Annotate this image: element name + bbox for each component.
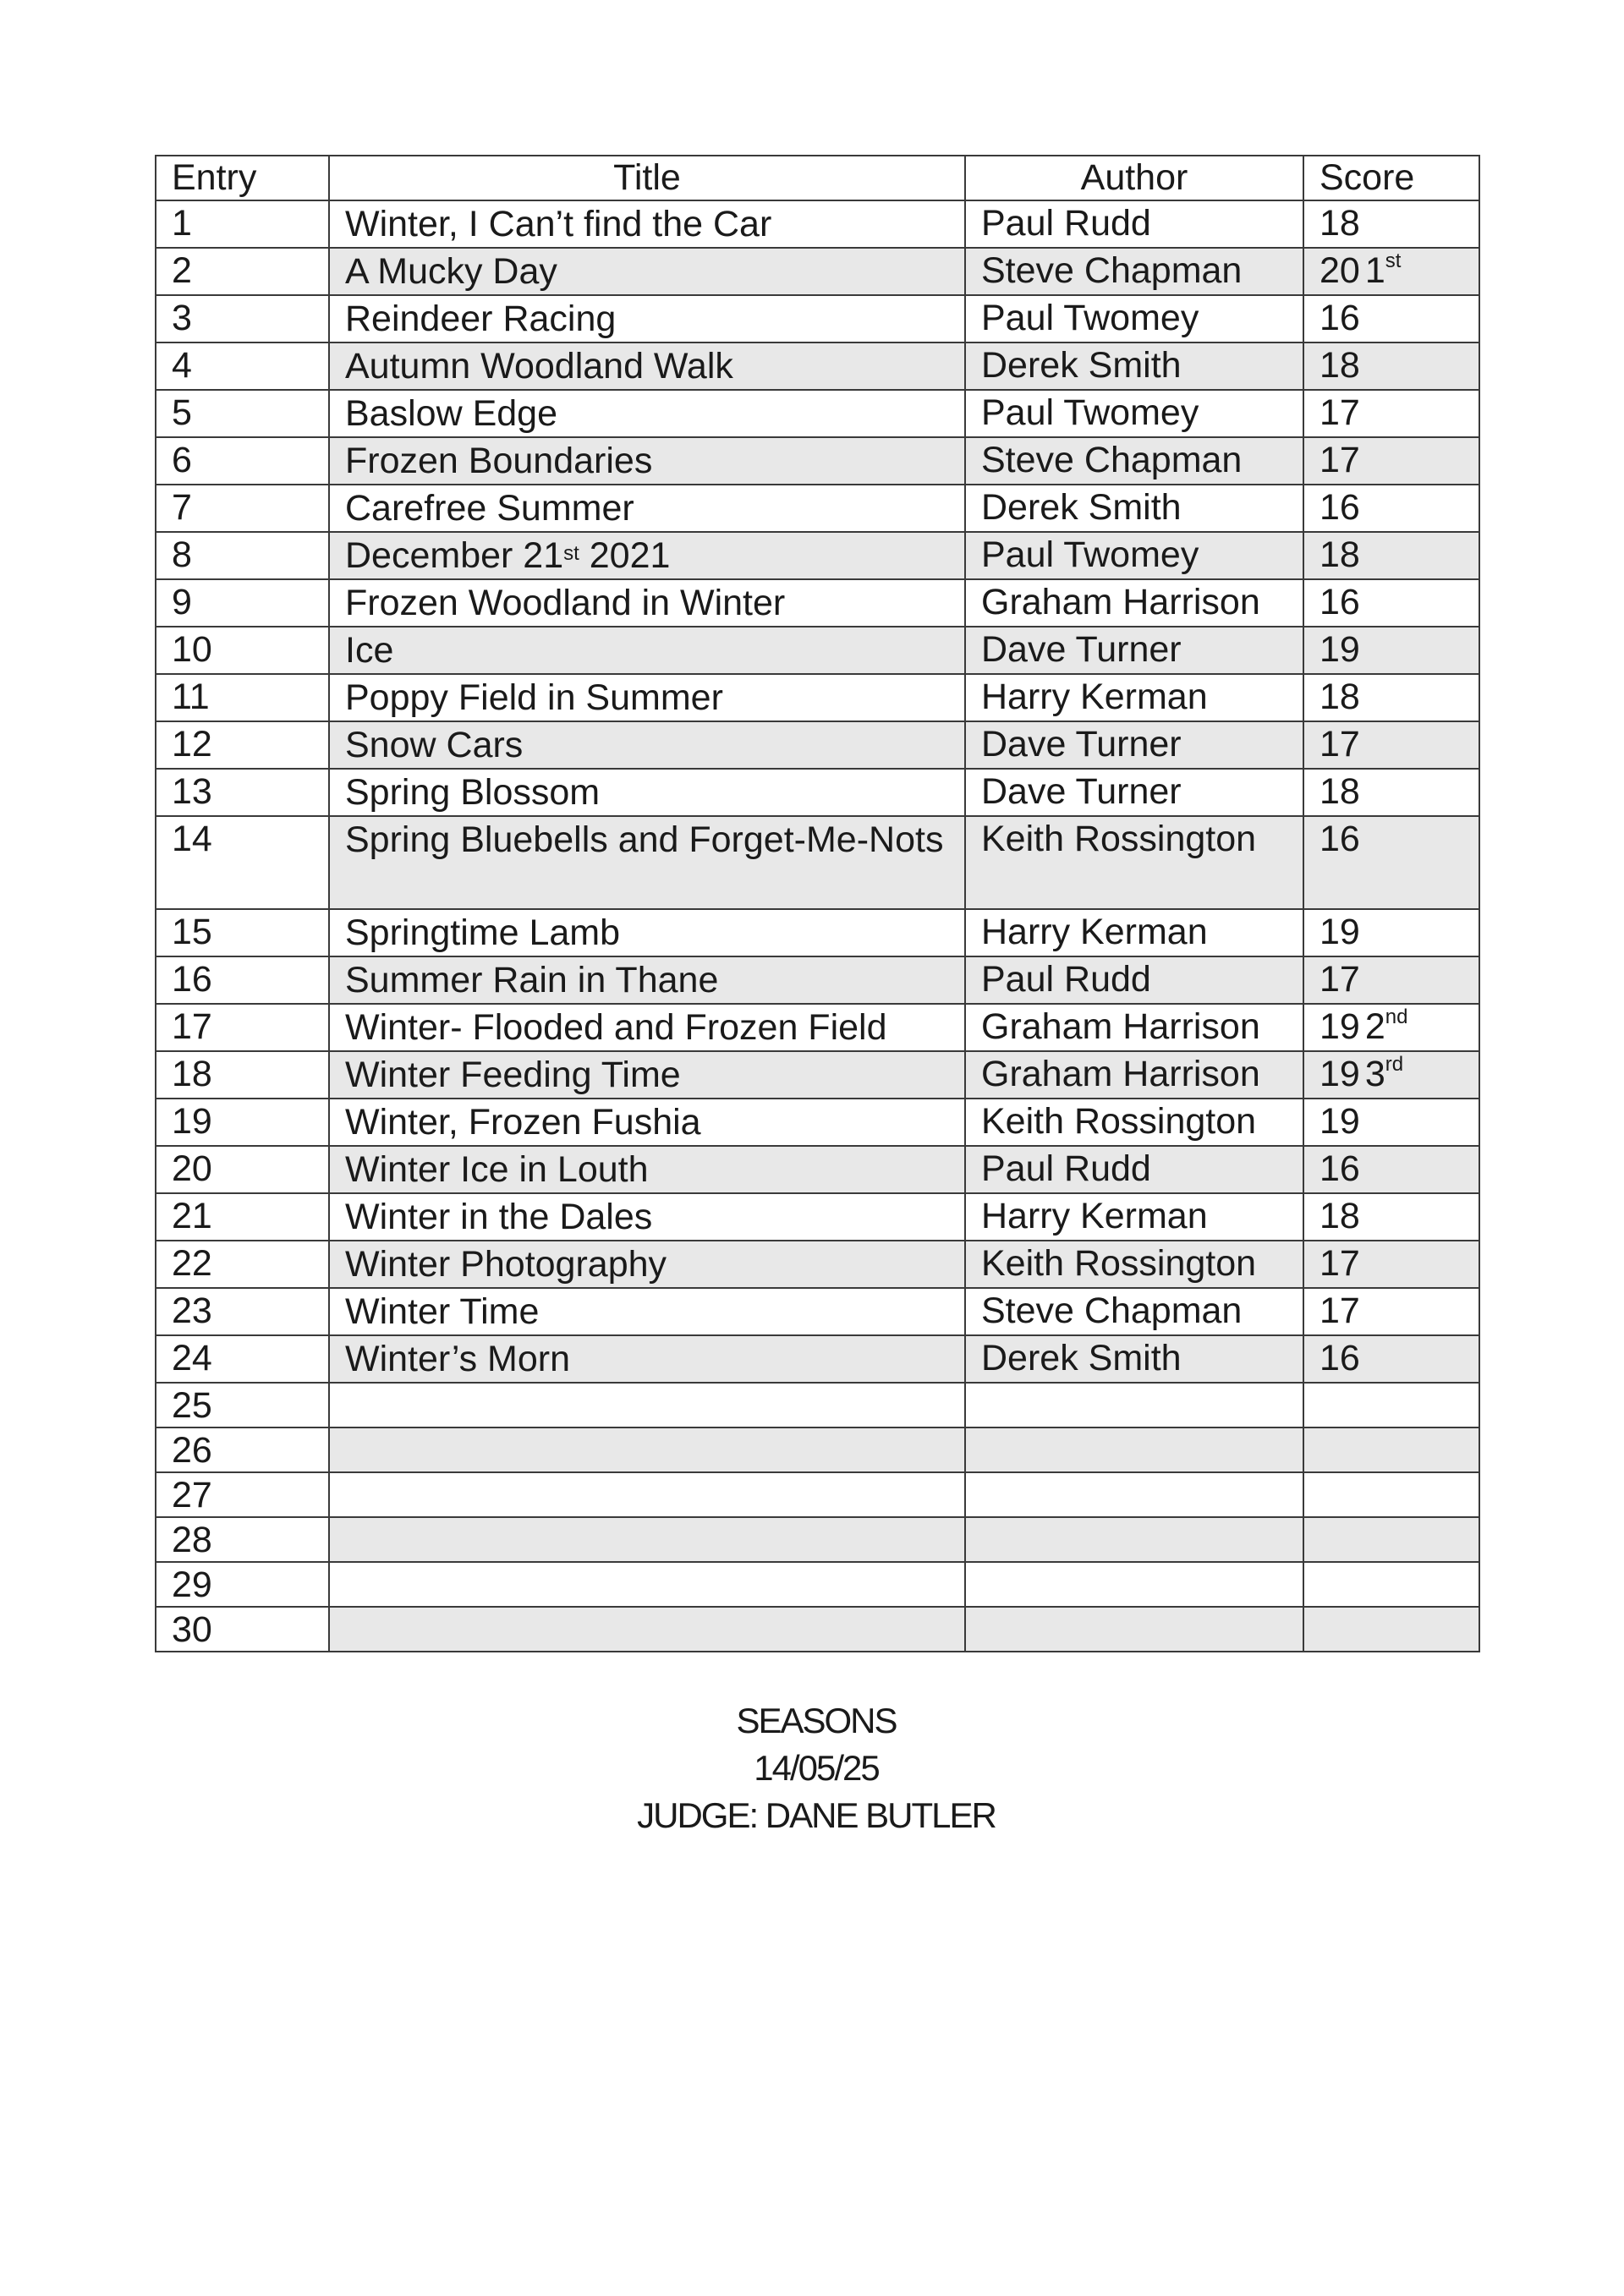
author-cell — [965, 1607, 1303, 1652]
table-row — [156, 1051, 1479, 1099]
title-cell — [329, 1472, 965, 1517]
author-cell — [965, 1383, 1303, 1427]
score-value: 18 — [1320, 677, 1360, 717]
score-value: 16 — [1320, 819, 1360, 859]
title-cell: Reindeer Racing — [329, 295, 965, 342]
score-cell — [1303, 1193, 1479, 1241]
author-cell: Steve Chapman — [965, 1288, 1303, 1335]
judge-name: JUDGE: DANE BUTLER — [637, 1795, 996, 1835]
title-cell: Spring Blossom — [329, 769, 965, 816]
entry-cell: 21 — [156, 1193, 329, 1241]
score-cell — [1303, 769, 1479, 816]
entry-cell: 11 — [156, 674, 329, 721]
author-cell: Paul Rudd — [965, 200, 1303, 248]
table-row — [156, 1004, 1479, 1051]
entry-cell: 7 — [156, 485, 329, 532]
entry-cell: 4 — [156, 342, 329, 390]
score-cell — [1303, 342, 1479, 390]
title-cell: Frozen Woodland in Winter — [329, 579, 965, 627]
title-cell: Winter Feeding Time — [329, 1051, 965, 1099]
table-row — [156, 1383, 1479, 1427]
score-value: 16 — [1320, 298, 1360, 338]
entry-cell: 1 — [156, 200, 329, 248]
author-cell: Keith Rossington — [965, 1099, 1303, 1146]
title-cell: Baslow Edge — [329, 390, 965, 437]
entry-cell: 27 — [156, 1472, 329, 1517]
author-cell: Keith Rossington — [965, 816, 1303, 909]
placing-badge: 3 — [1364, 1054, 1385, 1094]
score-cell — [1303, 1607, 1479, 1652]
table-row — [156, 909, 1479, 956]
table-row — [156, 342, 1479, 390]
score-cell — [1303, 248, 1479, 295]
table-row — [156, 674, 1479, 721]
score-cell — [1303, 200, 1479, 248]
author-cell: Keith Rossington — [965, 1241, 1303, 1288]
author-cell — [965, 1427, 1303, 1472]
author-cell: Graham Harrison — [965, 1051, 1303, 1099]
placing-suffix: rd — [1385, 1053, 1404, 1076]
title-text-after: 2021 — [579, 535, 671, 576]
entry-cell: 20 — [156, 1146, 329, 1193]
score-value: 18 — [1320, 345, 1360, 386]
score-value: 18 — [1320, 1196, 1360, 1236]
entry-cell: 25 — [156, 1383, 329, 1427]
title-cell — [329, 1607, 965, 1652]
score-value: 18 — [1320, 203, 1360, 244]
score-value: 17 — [1320, 724, 1360, 764]
table-row — [156, 1427, 1479, 1472]
entry-cell: 19 — [156, 1099, 329, 1146]
table-body — [156, 200, 1479, 1652]
score-cell — [1303, 1004, 1479, 1051]
table-row — [156, 1241, 1479, 1288]
score-value: 17 — [1320, 959, 1360, 1000]
entry-cell: 18 — [156, 1051, 329, 1099]
author-cell: Dave Turner — [965, 721, 1303, 769]
title-cell: Autumn Woodland Walk — [329, 342, 965, 390]
author-cell — [965, 1472, 1303, 1517]
entry-cell: 16 — [156, 956, 329, 1004]
competition-date: 14/05/25 — [754, 1748, 879, 1788]
score-cell — [1303, 1472, 1479, 1517]
score-value: 17 — [1320, 1243, 1360, 1284]
placing-badge: 1 — [1364, 250, 1385, 291]
entry-cell: 5 — [156, 390, 329, 437]
entry-cell: 9 — [156, 579, 329, 627]
header-author: Author — [965, 156, 1303, 200]
score-value: 19 — [1320, 1101, 1360, 1142]
title-cell: Frozen Boundaries — [329, 437, 965, 485]
table-row — [156, 769, 1479, 816]
table-row — [156, 437, 1479, 485]
title-cell — [329, 532, 965, 579]
table-row — [156, 532, 1479, 579]
score-cell — [1303, 1335, 1479, 1383]
table-row — [156, 295, 1479, 342]
header-entry: Entry — [156, 156, 329, 200]
title-ordinal-suffix: st — [563, 542, 579, 565]
score-cell — [1303, 532, 1479, 579]
entry-cell: 10 — [156, 627, 329, 674]
author-cell: Derek Smith — [965, 342, 1303, 390]
score-cell — [1303, 1051, 1479, 1099]
score-cell — [1303, 1099, 1479, 1146]
title-cell: Summer Rain in Thane — [329, 956, 965, 1004]
score-cell — [1303, 579, 1479, 627]
title-cell — [329, 1562, 965, 1607]
author-cell: Steve Chapman — [965, 437, 1303, 485]
header-row — [156, 156, 1479, 200]
title-cell — [329, 1517, 965, 1562]
title-cell: Winter- Flooded and Frozen Field — [329, 1004, 965, 1051]
score-value: 16 — [1320, 582, 1360, 622]
author-cell: Dave Turner — [965, 769, 1303, 816]
entry-cell: 30 — [156, 1607, 329, 1652]
results-table — [155, 155, 1480, 1652]
score-value: 17 — [1320, 440, 1360, 480]
table-row — [156, 816, 1479, 909]
entry-cell: 22 — [156, 1241, 329, 1288]
author-cell — [965, 1562, 1303, 1607]
table-row — [156, 390, 1479, 437]
title-cell: Snow Cars — [329, 721, 965, 769]
score-value: 17 — [1320, 1290, 1360, 1331]
footer — [0, 1697, 1624, 1839]
table-row — [156, 1472, 1479, 1517]
entry-cell: 6 — [156, 437, 329, 485]
score-cell — [1303, 1562, 1479, 1607]
score-cell — [1303, 437, 1479, 485]
author-cell: Paul Rudd — [965, 1146, 1303, 1193]
table-row — [156, 1099, 1479, 1146]
score-value: 16 — [1320, 1148, 1360, 1189]
title-text: December 21 — [345, 535, 564, 576]
score-cell — [1303, 1241, 1479, 1288]
title-cell: Winter Ice in Louth — [329, 1146, 965, 1193]
score-value: 16 — [1320, 1338, 1360, 1378]
title-cell: Springtime Lamb — [329, 909, 965, 956]
score-cell — [1303, 1427, 1479, 1472]
competition-name: SEASONS — [736, 1701, 897, 1740]
title-cell: Winter, Frozen Fushia — [329, 1099, 965, 1146]
author-cell: Graham Harrison — [965, 1004, 1303, 1051]
score-cell — [1303, 485, 1479, 532]
score-cell — [1303, 1146, 1479, 1193]
table-row — [156, 200, 1479, 248]
title-cell: Winter, I Can’t find the Car — [329, 200, 965, 248]
title-cell: Poppy Field in Summer — [329, 674, 965, 721]
table-row — [156, 1193, 1479, 1241]
placing-badge: 2 — [1364, 1006, 1385, 1047]
score-cell — [1303, 956, 1479, 1004]
title-cell: Carefree Summer — [329, 485, 965, 532]
score-cell — [1303, 721, 1479, 769]
table-row — [156, 627, 1479, 674]
author-cell: Harry Kerman — [965, 1193, 1303, 1241]
score-value: 19 — [1320, 1006, 1360, 1047]
placing-suffix: st — [1385, 249, 1402, 272]
entry-cell: 24 — [156, 1335, 329, 1383]
title-cell: Spring Bluebells and Forget-Me-Nots — [329, 816, 965, 909]
table-row — [156, 1146, 1479, 1193]
author-cell: Dave Turner — [965, 627, 1303, 674]
author-cell: Harry Kerman — [965, 909, 1303, 956]
score-value: 19 — [1320, 1054, 1360, 1094]
table-row — [156, 1562, 1479, 1607]
title-cell: Winter in the Dales — [329, 1193, 965, 1241]
score-cell — [1303, 909, 1479, 956]
title-cell: Winter Photography — [329, 1241, 965, 1288]
title-cell — [329, 1383, 965, 1427]
score-value: 17 — [1320, 392, 1360, 433]
author-cell: Graham Harrison — [965, 579, 1303, 627]
table-row — [156, 485, 1479, 532]
entry-cell: 3 — [156, 295, 329, 342]
title-cell: Ice — [329, 627, 965, 674]
entry-cell: 12 — [156, 721, 329, 769]
author-cell: Paul Twomey — [965, 532, 1303, 579]
score-cell — [1303, 390, 1479, 437]
table-row — [156, 956, 1479, 1004]
score-value: 18 — [1320, 534, 1360, 575]
entry-cell: 8 — [156, 532, 329, 579]
author-cell: Steve Chapman — [965, 248, 1303, 295]
score-value: 16 — [1320, 487, 1360, 528]
score-cell — [1303, 295, 1479, 342]
table-row — [156, 248, 1479, 295]
score-cell — [1303, 816, 1479, 909]
score-cell — [1303, 1517, 1479, 1562]
table-row — [156, 579, 1479, 627]
author-cell: Paul Rudd — [965, 956, 1303, 1004]
entry-cell: 14 — [156, 816, 329, 909]
table-row — [156, 1517, 1479, 1562]
score-value: 18 — [1320, 771, 1360, 812]
score-cell — [1303, 627, 1479, 674]
entry-cell: 29 — [156, 1562, 329, 1607]
table-row — [156, 1607, 1479, 1652]
entry-cell: 15 — [156, 909, 329, 956]
entry-cell: 13 — [156, 769, 329, 816]
author-cell: Paul Twomey — [965, 390, 1303, 437]
author-cell — [965, 1517, 1303, 1562]
score-cell — [1303, 1383, 1479, 1427]
title-cell: Winter Time — [329, 1288, 965, 1335]
score-value: 19 — [1320, 912, 1360, 952]
table-row — [156, 721, 1479, 769]
table-row — [156, 1335, 1479, 1383]
table-row — [156, 1288, 1479, 1335]
score-cell — [1303, 674, 1479, 721]
placing-suffix: nd — [1385, 1006, 1408, 1028]
title-cell: Winter’s Morn — [329, 1335, 965, 1383]
score-value: 20 — [1320, 250, 1360, 291]
score-cell — [1303, 1288, 1479, 1335]
author-cell: Derek Smith — [965, 485, 1303, 532]
title-cell: A Mucky Day — [329, 248, 965, 295]
score-value: 19 — [1320, 629, 1360, 670]
author-cell: Harry Kerman — [965, 674, 1303, 721]
entry-cell: 23 — [156, 1288, 329, 1335]
author-cell: Derek Smith — [965, 1335, 1303, 1383]
header-score: Score — [1303, 156, 1479, 200]
author-cell: Paul Twomey — [965, 295, 1303, 342]
header-title: Title — [329, 156, 965, 200]
entry-cell: 17 — [156, 1004, 329, 1051]
entry-cell: 26 — [156, 1427, 329, 1472]
title-cell — [329, 1427, 965, 1472]
entry-cell: 28 — [156, 1517, 329, 1562]
entry-cell: 2 — [156, 248, 329, 295]
